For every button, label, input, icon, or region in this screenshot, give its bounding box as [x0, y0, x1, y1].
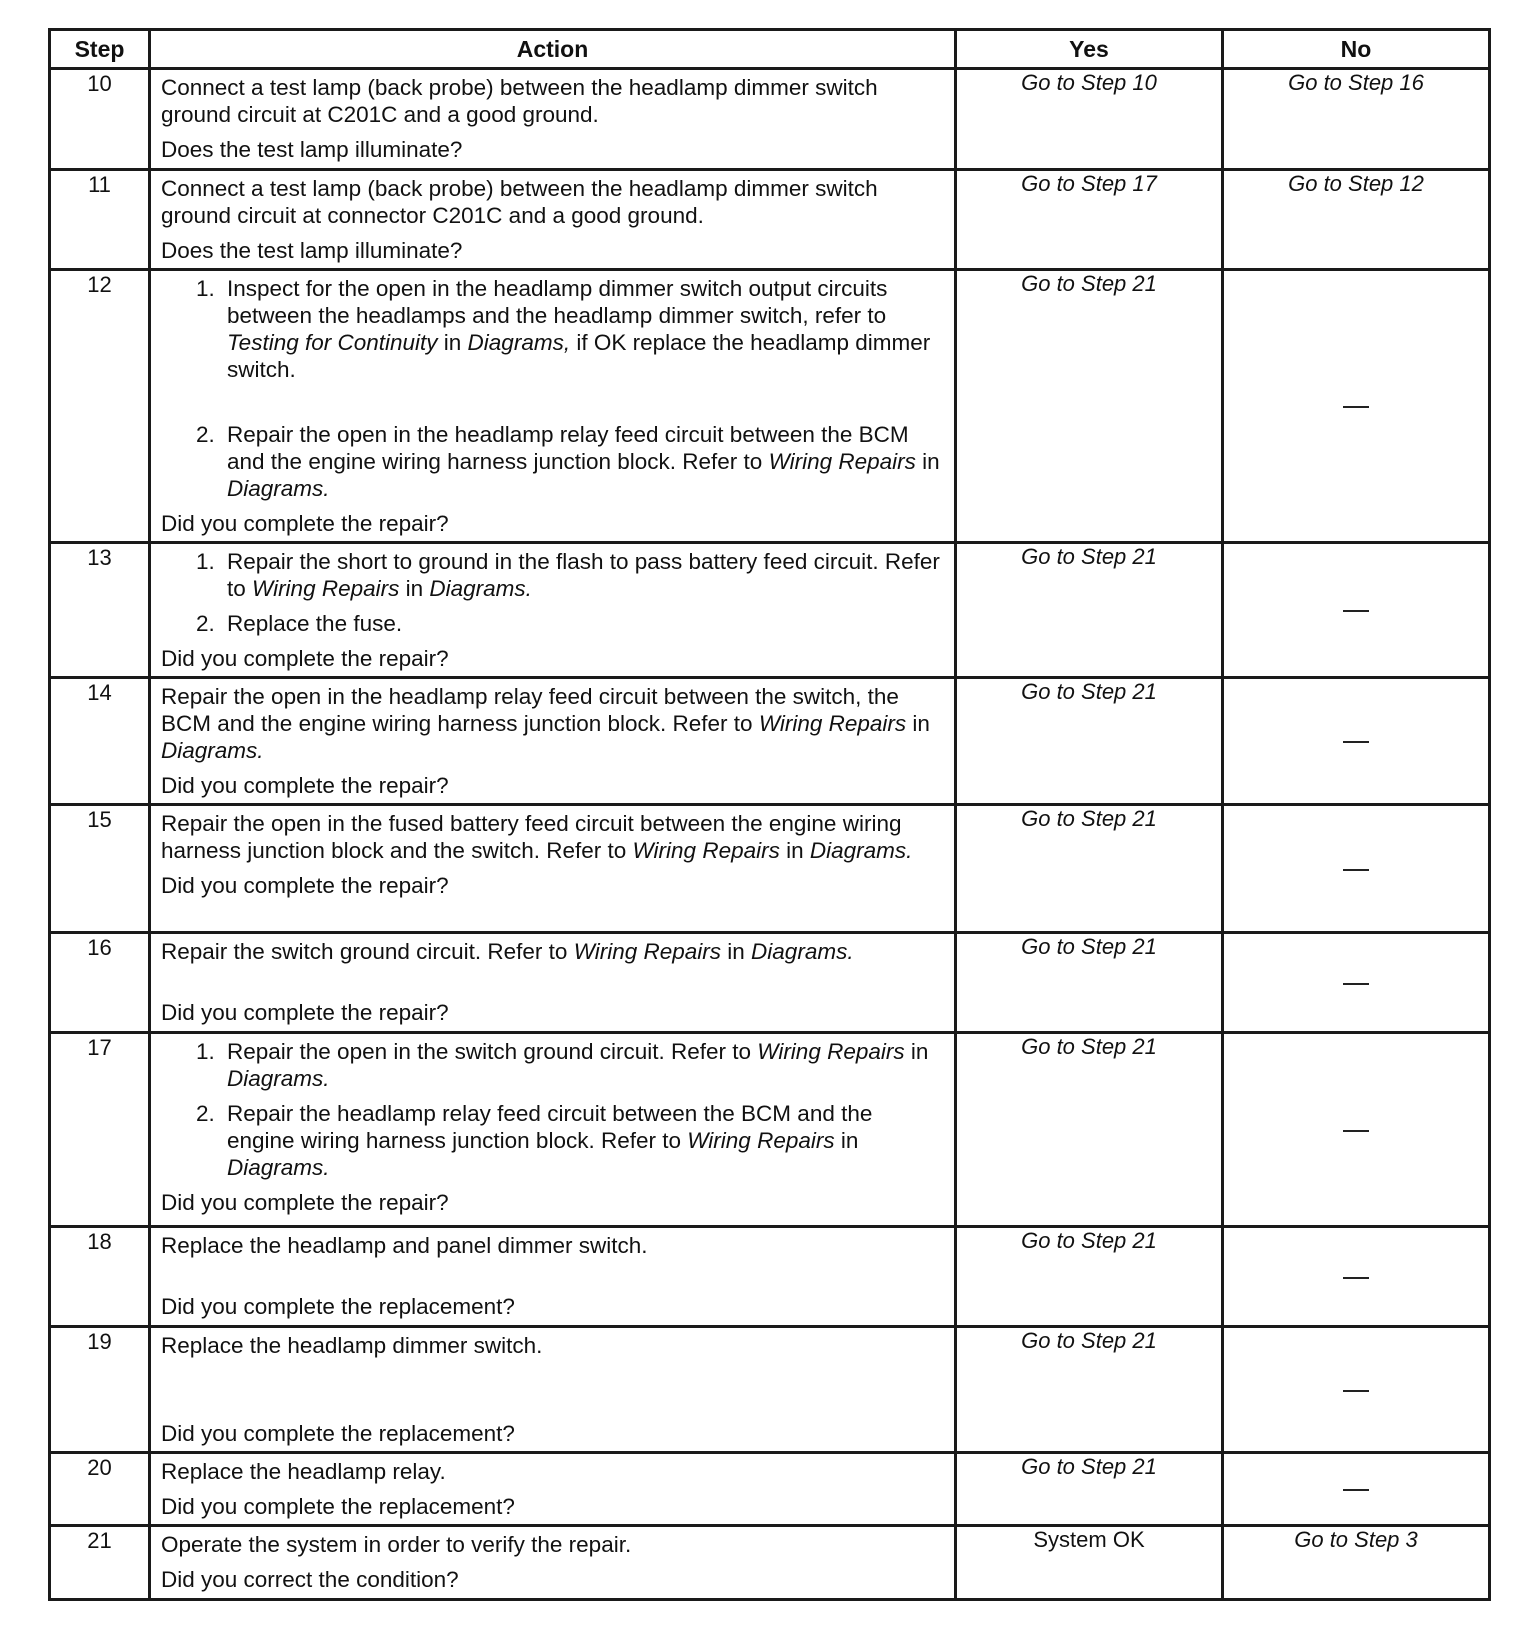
no-cell — [1223, 933, 1490, 1033]
action-cell — [150, 1526, 956, 1600]
action-cell — [150, 1227, 956, 1327]
action-question: Did you complete the repair? — [161, 511, 449, 536]
action-question: Did you complete the replacement? — [161, 1294, 515, 1319]
no-cell — [1223, 1327, 1490, 1453]
no-cell — [1223, 805, 1490, 933]
step-number: 19 — [50, 1327, 150, 1453]
table-row — [50, 170, 1490, 270]
dash-mark — [1343, 1277, 1369, 1279]
dash-mark — [1343, 741, 1369, 743]
header-yes: Yes — [956, 30, 1223, 69]
header-step: Step — [50, 30, 150, 69]
no-cell: Go to Step 12 — [1223, 170, 1490, 270]
yes-cell: Go to Step 21 — [956, 270, 1223, 543]
action-cell — [150, 1327, 956, 1453]
action-question: Did you complete the repair? — [161, 873, 449, 898]
table-row — [50, 805, 1490, 933]
action-cell — [150, 678, 956, 805]
step-number: 17 — [50, 1033, 150, 1227]
yes-cell: System OK — [956, 1526, 1223, 1600]
action-step: 1. Repair the open in the switch ground circuit. Refer to Wiring Repairs in Diagrams. — [221, 1038, 944, 1092]
dash-mark — [1343, 1489, 1369, 1491]
action-cell — [150, 170, 956, 270]
table-row — [50, 1327, 1490, 1453]
action-cell — [150, 933, 956, 1033]
yes-cell: Go to Step 21 — [956, 1227, 1223, 1327]
step-number: 14 — [50, 678, 150, 805]
action-cell — [150, 1453, 956, 1526]
action-text: Replace the headlamp relay. — [161, 1459, 446, 1484]
dash-mark — [1343, 1390, 1369, 1392]
no-cell — [1223, 1453, 1490, 1526]
action-text: Replace the headlamp dimmer switch. — [161, 1333, 543, 1358]
no-cell: Go to Step 16 — [1223, 69, 1490, 170]
action-question: Does the test lamp illuminate? — [161, 238, 463, 263]
table-row — [50, 270, 1490, 543]
action-question: Did you complete the repair? — [161, 1000, 449, 1025]
action-cell — [150, 805, 956, 933]
table-row — [50, 678, 1490, 805]
yes-cell: Go to Step 10 — [956, 69, 1223, 170]
action-steps — [161, 548, 944, 637]
action-question: Did you complete the repair? — [161, 773, 449, 798]
dash-mark — [1343, 869, 1369, 871]
dash-mark — [1343, 406, 1369, 408]
step-number: 12 — [50, 270, 150, 543]
no-cell — [1223, 270, 1490, 543]
yes-cell: Go to Step 21 — [956, 543, 1223, 678]
step-number: 18 — [50, 1227, 150, 1327]
table-row — [50, 1227, 1490, 1327]
action-question: Did you complete the repair? — [161, 646, 449, 671]
action-step: 2. Replace the fuse. — [221, 610, 944, 637]
step-number: 21 — [50, 1526, 150, 1600]
action-cell — [150, 543, 956, 678]
action-step: 1. Inspect for the open in the headlamp dimmer switch output circuits between the headlamps and the headlamp dimmer switch, refer to Testing for Continuity in Diagrams, if OK replace the headlamp dimmer switch. — [221, 275, 944, 383]
action-text: Connect a test lamp (back probe) between the headlamp dimmer switch ground circuit at connector C201C and a good ground. — [161, 176, 878, 228]
no-cell — [1223, 678, 1490, 805]
dash-mark — [1343, 610, 1369, 612]
action-question: Did you correct the condition? — [161, 1567, 459, 1592]
step-number: 10 — [50, 69, 150, 170]
action-step: 2. Repair the open in the headlamp relay feed circuit between the BCM and the engine wiring harness junction block. Refer to Wiring Repairs in Diagrams. — [221, 421, 944, 502]
table-row — [50, 1453, 1490, 1526]
action-text: Connect a test lamp (back probe) between the headlamp dimmer switch ground circuit at C201C and a good ground. — [161, 75, 878, 127]
action-question: Did you complete the replacement? — [161, 1494, 515, 1519]
action-cell — [150, 69, 956, 170]
no-cell — [1223, 1033, 1490, 1227]
dash-mark — [1343, 1130, 1369, 1132]
yes-cell: Go to Step 21 — [956, 933, 1223, 1033]
diagnostic-table — [48, 28, 1491, 1601]
table-row — [50, 933, 1490, 1033]
header-no: No — [1223, 30, 1490, 69]
header-row — [50, 30, 1490, 69]
action-text: Operate the system in order to verify the repair. — [161, 1532, 632, 1557]
action-text: Repair the switch ground circuit. Refer to Wiring Repairs in Diagrams. — [161, 939, 854, 964]
table-row — [50, 1033, 1490, 1227]
action-steps — [161, 1038, 944, 1181]
action-text: Replace the headlamp and panel dimmer switch. — [161, 1233, 648, 1258]
action-text: Repair the open in the fused battery feed circuit between the engine wiring harness junction block and the switch. Refer to Wiring Repairs in Diagrams. — [161, 811, 913, 863]
action-cell — [150, 1033, 956, 1227]
yes-cell: Go to Step 21 — [956, 1327, 1223, 1453]
step-number: 15 — [50, 805, 150, 933]
table-row — [50, 69, 1490, 170]
yes-cell: Go to Step 21 — [956, 1453, 1223, 1526]
action-text: Repair the open in the headlamp relay feed circuit between the switch, the BCM and the engine wiring harness junction block. Refer to Wiring Repairs in Diagrams. — [161, 684, 930, 763]
action-question: Did you complete the repair? — [161, 1190, 449, 1215]
yes-cell: Go to Step 21 — [956, 1033, 1223, 1227]
action-step: 1. Repair the short to ground in the flash to pass battery feed circuit. Refer to Wiring Repairs in Diagrams. — [221, 548, 944, 602]
action-cell — [150, 270, 956, 543]
dash-mark — [1343, 983, 1369, 985]
no-cell — [1223, 543, 1490, 678]
no-cell: Go to Step 3 — [1223, 1526, 1490, 1600]
no-cell — [1223, 1227, 1490, 1327]
yes-cell: Go to Step 21 — [956, 678, 1223, 805]
table-row — [50, 543, 1490, 678]
action-question: Did you complete the replacement? — [161, 1421, 515, 1446]
yes-cell: Go to Step 21 — [956, 805, 1223, 933]
step-number: 11 — [50, 170, 150, 270]
table-row — [50, 1526, 1490, 1600]
action-step: 2. Repair the headlamp relay feed circuit between the BCM and the engine wiring harness junction block. Refer to Wiring Repairs in Diagrams. — [221, 1100, 944, 1181]
header-action: Action — [150, 30, 956, 69]
action-steps — [161, 275, 944, 502]
step-number: 13 — [50, 543, 150, 678]
step-number: 16 — [50, 933, 150, 1033]
step-number: 20 — [50, 1453, 150, 1526]
action-question: Does the test lamp illuminate? — [161, 137, 463, 162]
yes-cell: Go to Step 17 — [956, 170, 1223, 270]
